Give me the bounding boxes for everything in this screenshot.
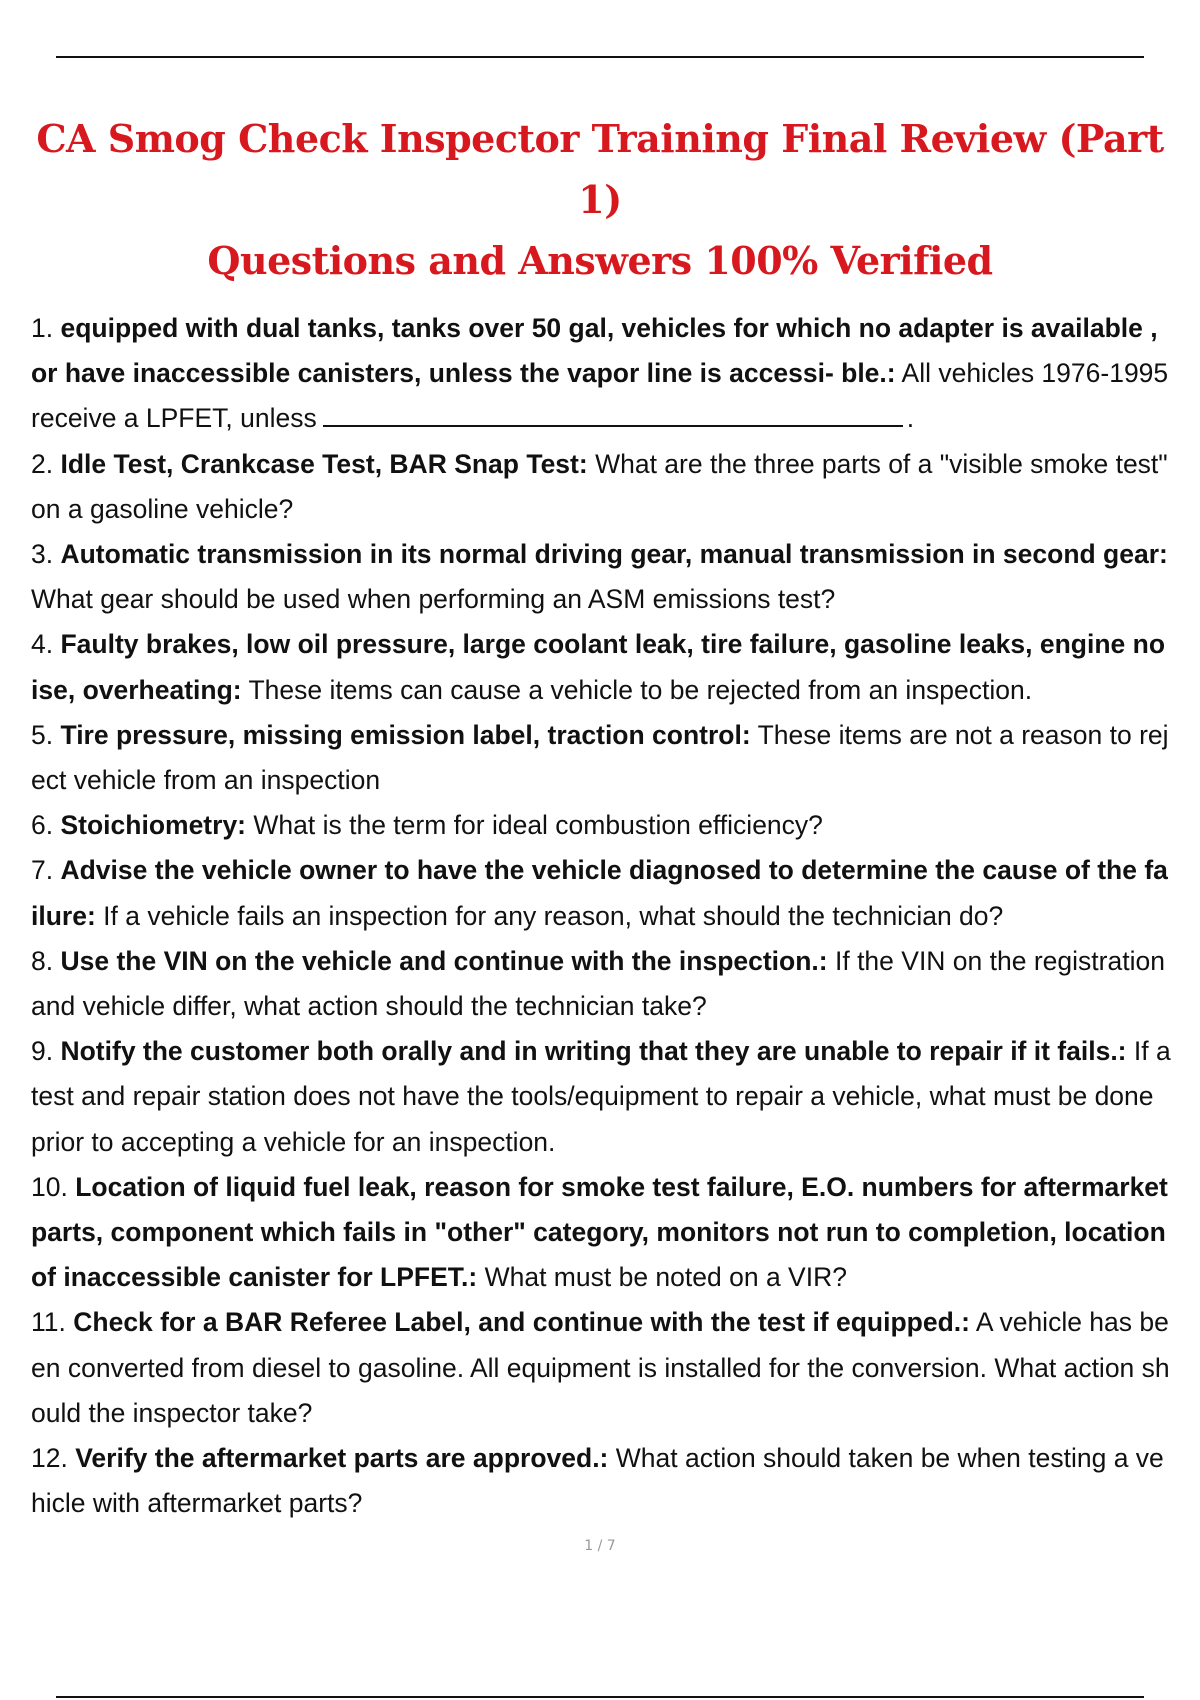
item-answer: Stoichiometry: — [60, 810, 247, 841]
bottom-divider — [56, 1696, 1144, 1698]
item-question: If the VIN on the registration and vehicle differ, what action should the technician take? — [31, 945, 1165, 1022]
item-number: 1. — [31, 313, 54, 343]
item-question: These items are not a reason to reject vehicle from an inspection — [31, 719, 1169, 796]
qa-item-3 — [31, 532, 1171, 622]
qa-list — [31, 306, 1171, 1526]
fill-in-blank — [323, 401, 903, 427]
item-answer: Automatic transmission in its normal driving gear, manual transmission in second gear: — [60, 539, 1168, 570]
item-question: What gear should be used when performing an ASM emissions test? — [31, 584, 836, 615]
item-answer: equipped with dual tanks, tanks over 50 gal, vehicles for which no adapter is available , or have inaccessible canisters, unless the vapor line is accessi- ble.: — [31, 313, 1158, 389]
item-answer: Idle Test, Crankcase Test, BAR Snap Test: — [60, 448, 588, 479]
item-number: 2. — [31, 448, 54, 479]
item-question: What are the three parts of a "visible smoke test" on a gasoline vehicle? — [31, 448, 1168, 524]
item-answer: Use the VIN on the vehicle and continue with the inspection.: — [60, 945, 828, 976]
item-number: 9. — [31, 1036, 54, 1067]
item-number: 5. — [31, 719, 54, 750]
item-number: 8. — [31, 945, 54, 976]
item-number: 6. — [31, 810, 54, 841]
item-answer: Faulty brakes, low oil pressure, large coolant leak, tire failure, gasoline leaks, engine noise, overheating: — [31, 629, 1166, 705]
item-number: 3. — [31, 539, 54, 570]
item-number: 4. — [31, 629, 54, 660]
title-line-1: CA Smog Check Inspector Training Final Review (Part 1) — [36, 116, 1164, 222]
item-question: All vehicles 1976-1995 receive a LPFET, unless — [31, 358, 1169, 434]
item-question: These items can cause a vehicle to be rejected from an inspection. — [248, 674, 1033, 705]
page-indicator: 1 / 7 — [584, 1538, 616, 1554]
top-divider — [56, 56, 1144, 58]
qa-item-5 — [31, 713, 1171, 803]
qa-item-4 — [31, 622, 1171, 712]
item-answer: Tire pressure, missing emission label, traction control: — [60, 719, 751, 750]
qa-item-1 — [31, 306, 1171, 442]
qa-item-12 — [31, 1436, 1171, 1526]
item-number: 10. — [31, 1171, 68, 1202]
item-question: What must be noted on a VIR? — [484, 1262, 847, 1293]
item-number: 11. — [31, 1307, 66, 1338]
item-answer: Check for a BAR Referee Label, and continue with the test if equipped.: — [73, 1307, 970, 1338]
item-question: What is the term for ideal combustion efficiency? — [253, 810, 823, 841]
qa-item-6 — [31, 803, 1171, 848]
qa-item-9 — [31, 1029, 1171, 1165]
document-title — [30, 108, 1170, 291]
item-answer: Notify the customer both orally and in writing that they are unable to repair if it fails.: — [60, 1036, 1127, 1067]
item-question: If a vehicle fails an inspection for any reason, what should the technician do? — [103, 900, 1004, 931]
item-question: What action should taken be when testing a vehicle with aftermarket parts? — [31, 1443, 1164, 1519]
item-number: 12. — [31, 1443, 68, 1474]
item-answer: Verify the aftermarket parts are approved.: — [75, 1443, 609, 1474]
item-question: A vehicle has been converted from diesel to gasoline. All equipment is installed for the conversion. What action should the inspector take? — [31, 1307, 1170, 1428]
qa-item-7 — [31, 848, 1171, 938]
qa-item-11 — [31, 1300, 1171, 1436]
qa-item-2 — [31, 442, 1171, 532]
item-answer: Advise the vehicle owner to have the vehicle diagnosed to determine the cause of the failure: — [31, 855, 1168, 931]
item-question-end: . — [906, 403, 915, 434]
title-line-2: Questions and Answers 100% Verified — [207, 238, 993, 283]
qa-item-8 — [31, 939, 1171, 1029]
item-question: If a test and repair station does not have the tools/equipment to repair a vehicle, what must be done prior to accepting a vehicle for an inspection. — [31, 1036, 1171, 1157]
item-answer: Location of liquid fuel leak, reason for smoke test failure, E.O. numbers for aftermarket parts, component which fails in "other" category, monitors not run to completion, location of inaccessible canister for LPFET.: — [31, 1171, 1168, 1293]
qa-item-10 — [31, 1165, 1171, 1301]
item-number: 7. — [31, 855, 54, 886]
